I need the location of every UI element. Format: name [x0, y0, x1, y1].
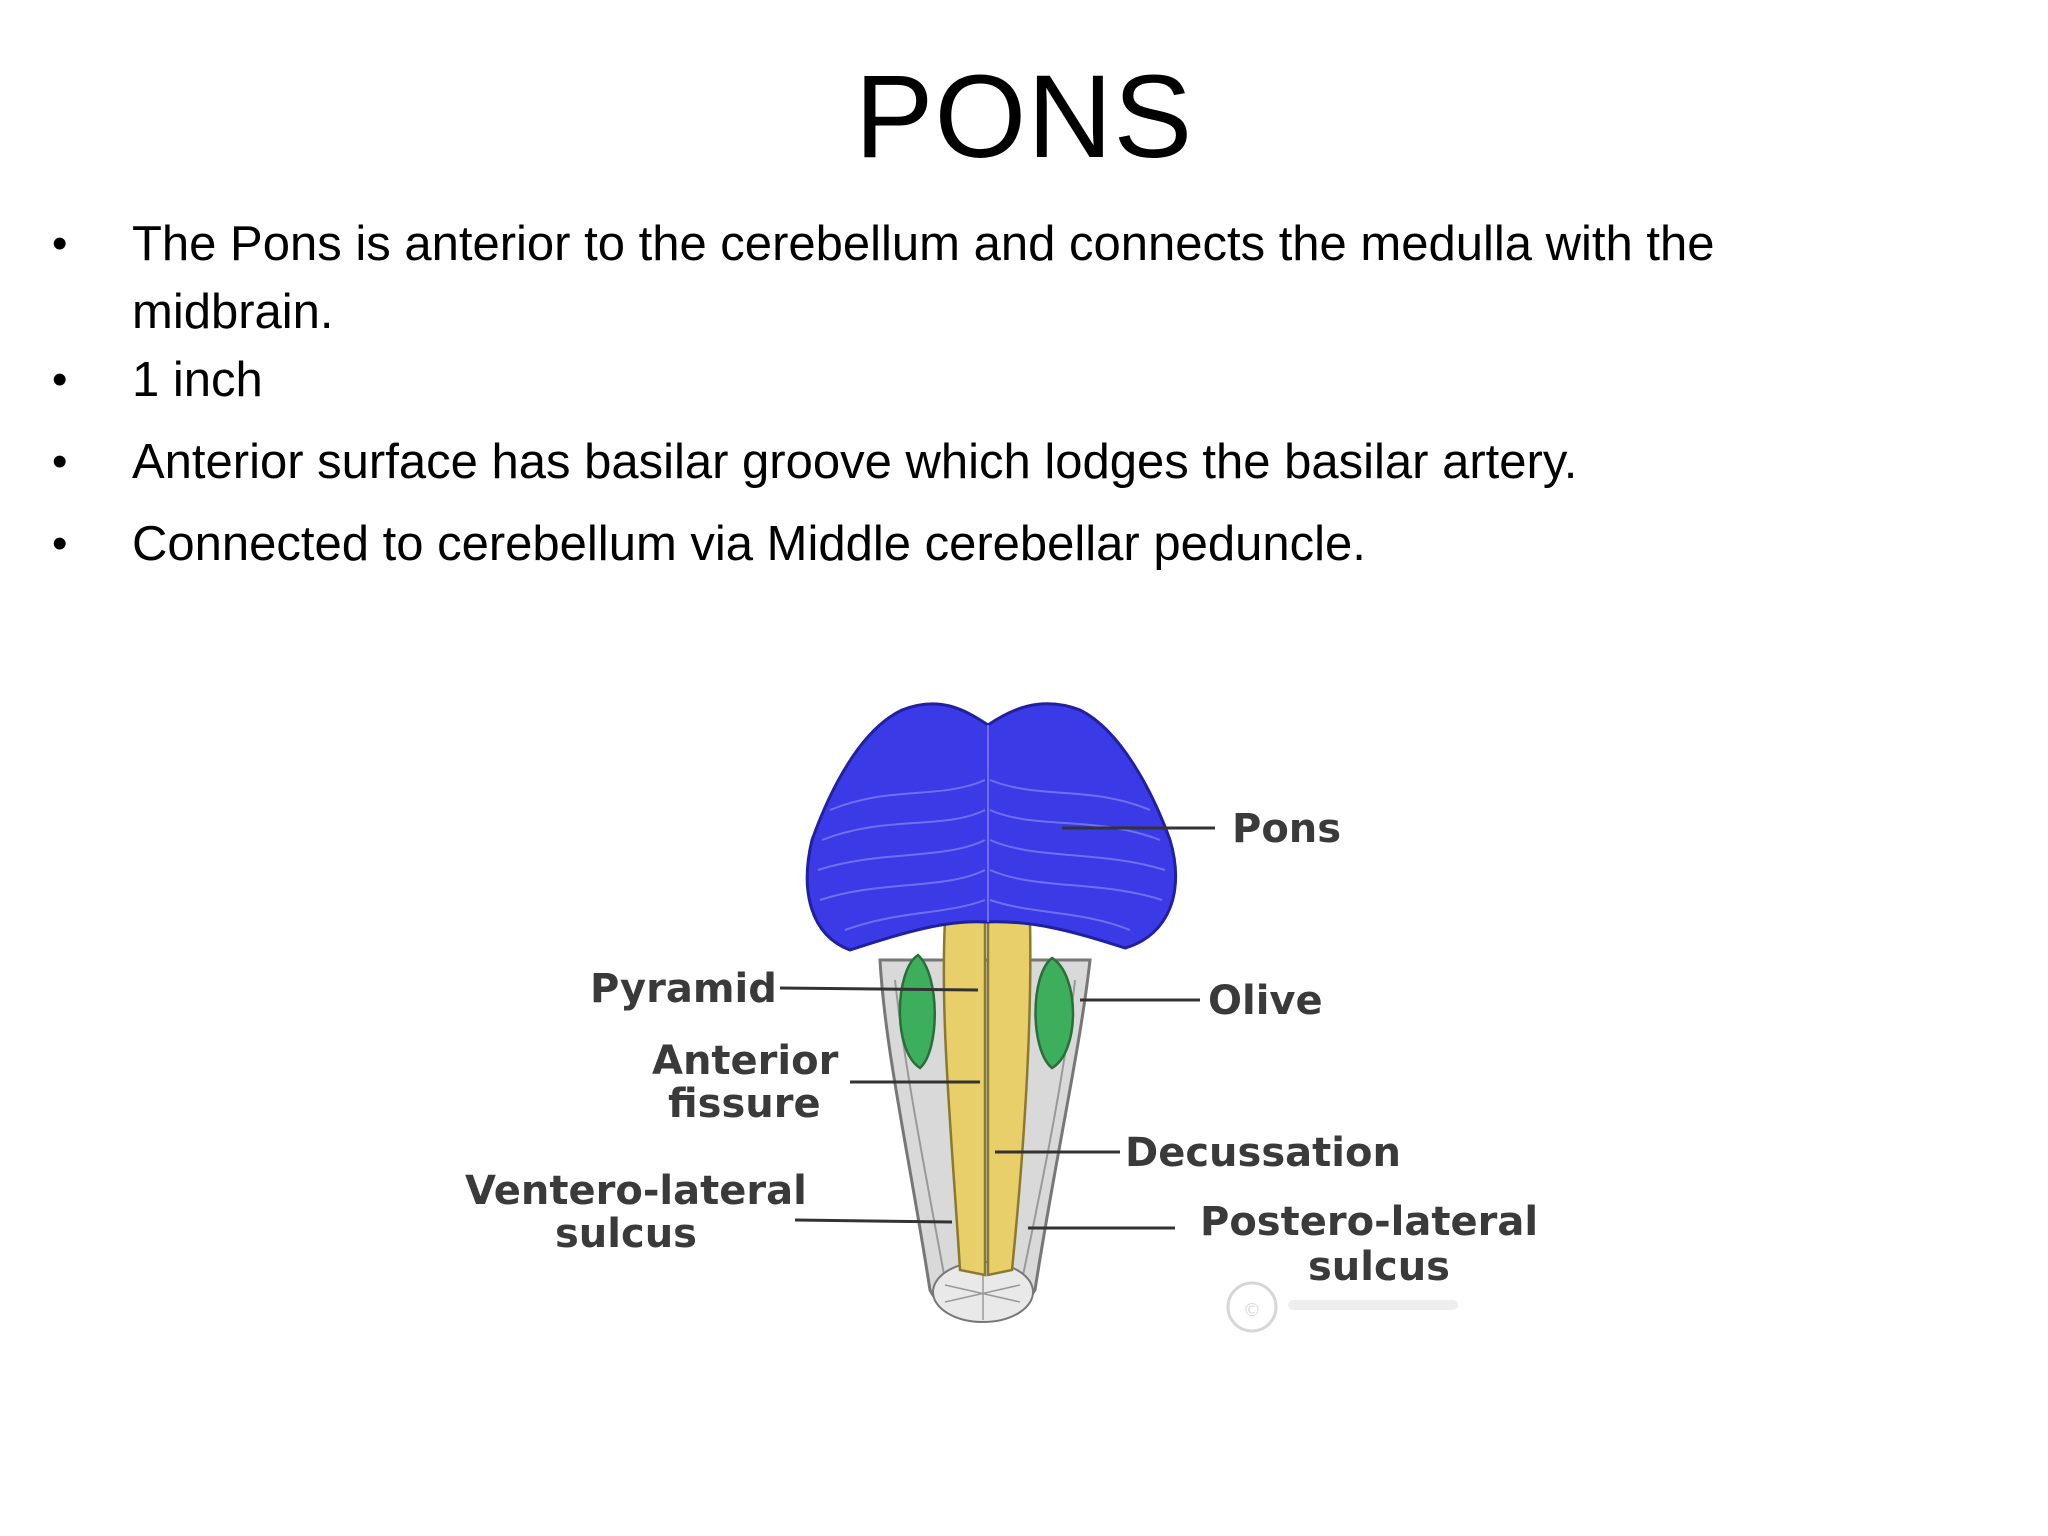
label-decussation: Decussation [1125, 1130, 1401, 1176]
bullet-item: • The Pons is anterior to the cerebellum and connects the medulla with the midbrain. [0, 210, 2048, 346]
label-postero-lateral-line2: sulcus [1308, 1244, 1450, 1290]
bullet-item: • 1 inch [0, 346, 2048, 414]
label-pons: Pons [1232, 806, 1342, 852]
slide-title: PONS [854, 51, 1194, 183]
bullet-list [0, 210, 2048, 578]
label-pyramid: Pyramid [590, 966, 777, 1012]
label-anterior-fissure-line1: Anterior [652, 1038, 839, 1084]
label-postero-lateral-line1: Postero-lateral [1200, 1199, 1539, 1245]
label-olive: Olive [1208, 978, 1323, 1024]
bullet-item: • Anterior surface has basilar groove which lodges the basilar artery. [0, 428, 2048, 496]
label-ventero-lateral-line1: Ventero-lateral [465, 1168, 807, 1214]
bullet-item: • Connected to cerebellum via Middle cerebellar peduncle. [0, 510, 2048, 578]
copyright-watermark [1228, 1283, 1458, 1331]
label-anterior-fissure-line2: fissure [668, 1081, 821, 1127]
label-ventero-lateral-line2: sulcus [555, 1211, 697, 1257]
copyright-symbol: © [1243, 1300, 1261, 1321]
brainstem-diagram [440, 690, 1590, 1350]
